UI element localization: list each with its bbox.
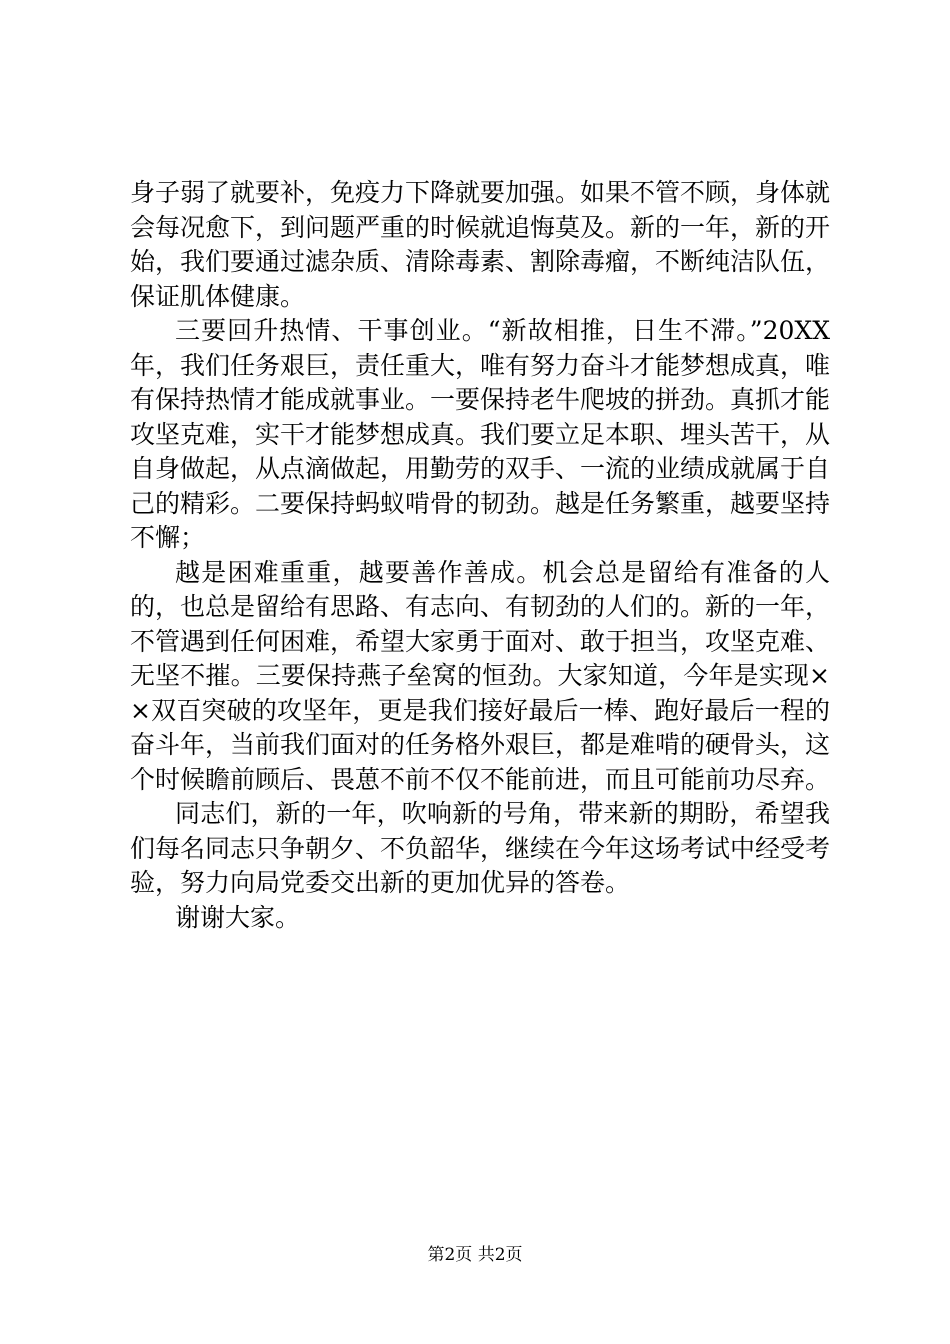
- paragraph-1: 身子弱了就要补，免疫力下降就要加强。如果不管不顾，身体就会每况愈下，到问题严重的时候就追悔莫及。新的一年，新的开始，我们要通过滤杂质、清除毒素、割除毒瘤，不断纯洁队伍，保证肌体健康。: [130, 178, 831, 311]
- paragraph-3: 越是困难重重，越要善作善成。机会总是留给有准备的人的，也总是留给有思路、有志向、有韧劲的人们的。新的一年，不管遇到任何困难，希望大家勇于面对、敢于担当，攻坚克难、无坚不摧。三要保持燕子垒窝的恒劲。大家知道，今年是实现××双百突破的攻坚年，更是我们接好最后一棒、跑好最后一程的奋斗年，当前我们面对的任务格外艰巨，都是难啃的硬骨头，这个时候瞻前顾后、畏葸不前不仅不能前进，而且可能前功尽弃。: [130, 557, 831, 794]
- paragraph-5: 谢谢大家。: [175, 902, 301, 932]
- document-body: [130, 176, 830, 935]
- page-number-footer: 第2页 共2页: [427, 1245, 523, 1265]
- paragraph-4: 同志们，新的一年，吹响新的号角，带来新的期盼，希望我们每名同志只争朝夕、不负韶华，继续在今年这场考试中经受考验，努力向局党委交出新的更加优异的答卷。: [130, 799, 831, 897]
- paragraph-2: 三要回升热情、干事创业。“新故相推，日生不滞。”20XX年，我们任务艰巨，责任重大，唯有努力奋斗才能梦想成真，唯有保持热情才能成就事业。一要保持老牛爬坡的拼劲。真抓才能攻坚克难，实干才能梦想成真。我们要立足本职、埋头苦干，从自身做起，从点滴做起，用勤劳的双手、一流的业绩成就属于自己的精彩。二要保持蚂蚁啃骨的韧劲。越是任务繁重，越要坚持不懈；: [130, 316, 831, 552]
